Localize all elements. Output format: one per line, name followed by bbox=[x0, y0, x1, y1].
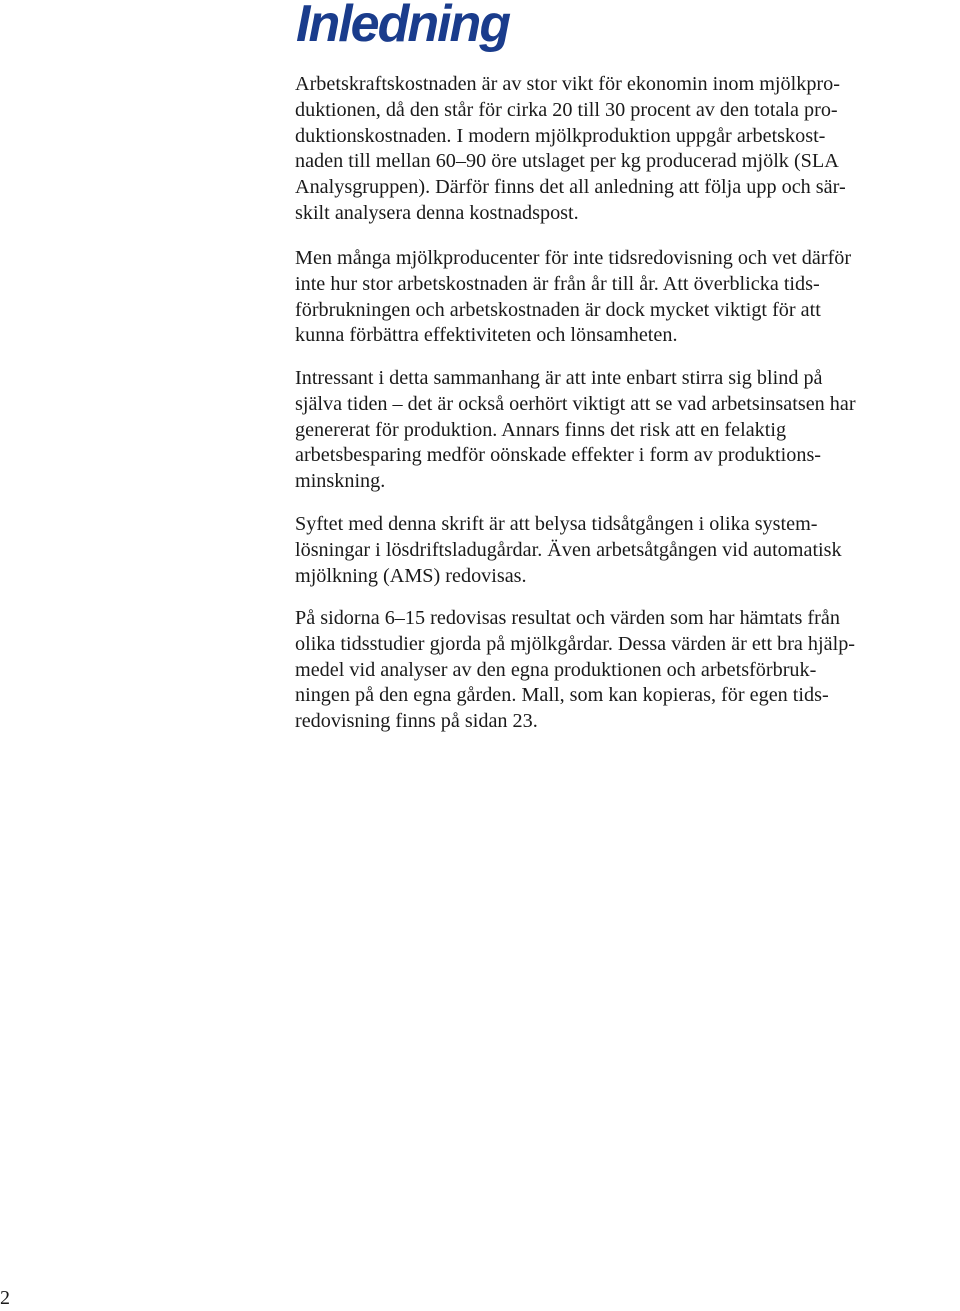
text-line: duktionen, då den står för cirka 20 till 30 procent av den totala pro- bbox=[295, 98, 838, 121]
text-line: Arbetskraftskostnaden är av stor vikt för ekonomin inom mjölkpro- bbox=[295, 73, 840, 95]
text-line: kunna förbättra effektiviteten och lönsamheten. bbox=[295, 324, 678, 347]
text-line: minskning. bbox=[295, 470, 386, 493]
text-line: Syftet med denna skrift är att belysa tidsåtgången i olika system- bbox=[295, 513, 818, 535]
text-line: själva tiden – det är också oerhört viktigt att se vad arbetsinsatsen har bbox=[295, 392, 856, 415]
text-line: lösningar i lösdriftsladugårdar. Även arbetsåtgången vid automatisk bbox=[295, 538, 842, 561]
page-title: Inledning bbox=[296, 0, 510, 53]
text-line: Analysgruppen). Därför finns det all anledning att följa upp och sär- bbox=[295, 176, 846, 199]
text-line: inte hur stor arbetskostnaden är från år till år. Att överblicka tids- bbox=[295, 272, 820, 295]
text-line: Intressant i detta sammanhang är att inte enbart stirra sig blind på bbox=[295, 367, 823, 389]
text-line: olika tidsstudier gjorda på mjölkgårdar. Dessa värden är ett bra hjälp- bbox=[295, 632, 856, 655]
text-line: På sidorna 6–15 redovisas resultat och värden som har hämtats från bbox=[295, 607, 840, 629]
text-line: skilt analysera denna kostnadspost. bbox=[295, 201, 579, 224]
text-line: duktionskostnaden. I modern mjölkproduktion uppgår arbetskost- bbox=[295, 124, 826, 147]
text-line: medel vid analyser av den egna produktionen och arbetsförbruk- bbox=[295, 658, 817, 681]
text-line: Men många mjölkproducenter för inte tidsredovisning och vet därför bbox=[295, 247, 852, 269]
text-line: mjölkning (AMS) redovisas. bbox=[295, 564, 527, 587]
text-line: ningen på den egna gården. Mall, som kan kopieras, för egen tids- bbox=[295, 684, 829, 707]
page-number: 2 bbox=[0, 1287, 10, 1309]
text-line: naden till mellan 60–90 öre utslaget per kg producerad mjölk (SLA bbox=[295, 150, 839, 173]
paragraph-time-reporting bbox=[295, 246, 851, 349]
paragraph-results-reference bbox=[295, 606, 855, 735]
paragraph-intro bbox=[295, 72, 846, 227]
text-line: redovisning finns på sidan 23. bbox=[295, 710, 538, 733]
text-line: förbrukningen och arbetskostnaden är dock mycket viktigt för att bbox=[295, 298, 821, 321]
text-line: genererat för produktion. Annars finns det risk att en felaktig bbox=[295, 418, 787, 441]
text-line: arbetsbesparing medför oönskade effekter i form av produktions- bbox=[295, 444, 822, 467]
paragraph-purpose bbox=[295, 512, 842, 589]
paragraph-production-context bbox=[295, 366, 856, 495]
